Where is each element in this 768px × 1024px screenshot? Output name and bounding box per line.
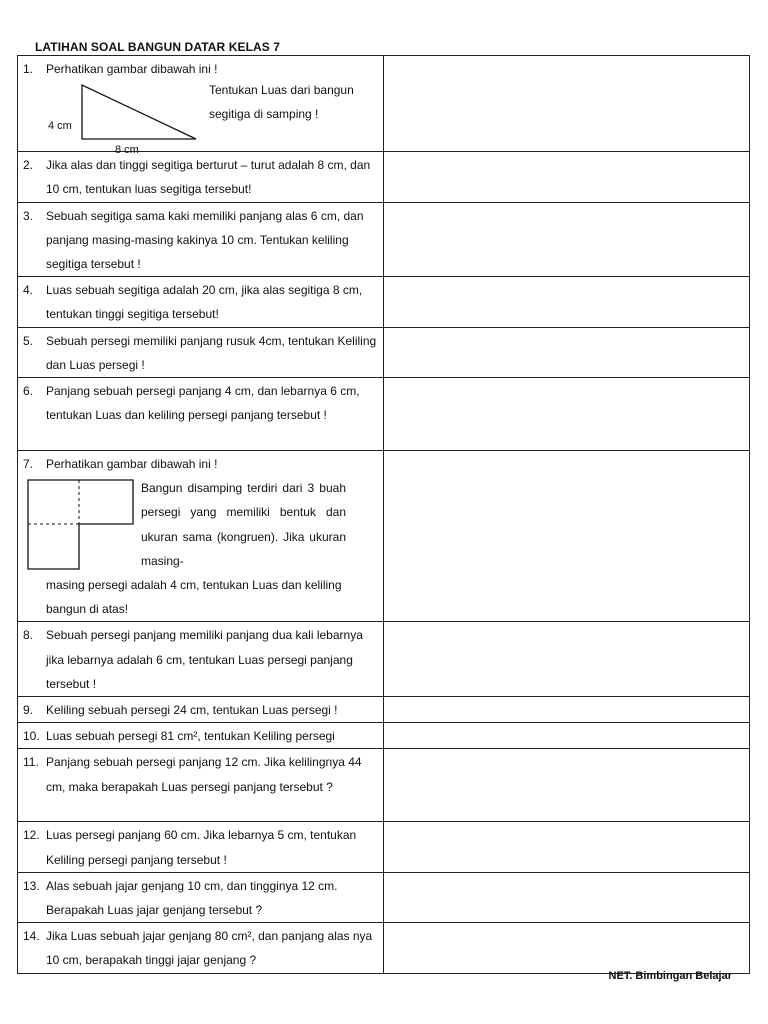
- question-cell: [18, 622, 384, 697]
- answer-cell[interactable]: [384, 378, 750, 451]
- question-number: 2.: [23, 158, 34, 173]
- question-text: Alas sebuah jajar genjang 10 cm, dan tingginya 12 cm. Berapakah Luas jajar genjang tersebut ?: [46, 878, 338, 918]
- question-continuation: masing persegi adalah 4 cm, tentukan Luas dan keliling bangun di atas!: [46, 578, 342, 617]
- answer-cell[interactable]: [384, 923, 750, 973]
- question-number: 13.: [23, 878, 40, 893]
- question-cell: [18, 451, 384, 622]
- table-row: [18, 378, 750, 451]
- question-cell: [18, 872, 384, 922]
- answer-cell[interactable]: [384, 451, 750, 622]
- table-row: [18, 723, 750, 749]
- answer-cell[interactable]: [384, 56, 750, 152]
- triangle-base-label: 8 cm: [115, 144, 139, 157]
- question-number: 4.: [23, 283, 34, 298]
- question-text: Jika alas dan tinggi segitiga berturut – turut adalah 8 cm, dan 10 cm, tentukan luas segitiga tersebut!: [46, 158, 371, 197]
- table-row: [18, 56, 750, 152]
- question-text: Panjang sebuah persegi panjang 12 cm. Jika kelilingnya 44 cm, maka berapakah Luas persegi panjang tersebut ?: [46, 755, 362, 794]
- question-text: Panjang sebuah persegi panjang 4 cm, dan lebarnya 6 cm, tentukan Luas dan keliling persegi panjang tersebut !: [46, 384, 360, 423]
- question-number: 1.: [23, 62, 34, 76]
- question-number: 3.: [23, 208, 34, 223]
- question-text: Sebuah segitiga sama kaki memiliki panjang alas 6 cm, dan panjang masing-masing kakinya 10 cm. Tentukan keliling segitiga tersebut !: [46, 208, 364, 272]
- question-cell: [18, 152, 384, 202]
- question-figure-note: Tentukan Luas dari bangun segitiga di samping !: [209, 83, 354, 122]
- question-text: Luas sebuah segitiga adalah 20 cm, jika alas segitiga 8 cm, tentukan tinggi segitiga tersebut!: [46, 283, 363, 322]
- table-row: [18, 622, 750, 697]
- question-number: 8.: [23, 628, 34, 643]
- footer-credit: NET. Bimbingan Belajar: [608, 970, 732, 982]
- answer-cell[interactable]: [384, 202, 750, 277]
- question-number: 10.: [23, 729, 40, 744]
- question-cell: [18, 202, 384, 277]
- table-row: [18, 749, 750, 822]
- table-row: [18, 872, 750, 922]
- question-text: Sebuah persegi memiliki panjang rusuk 4cm, tentukan Keliling dan Luas persegi !: [46, 333, 377, 372]
- question-text: Luas sebuah persegi 81 cm², tentukan Keliling persegi: [46, 729, 335, 744]
- question-number: 7.: [23, 457, 34, 472]
- table-row: [18, 327, 750, 377]
- answer-cell[interactable]: [384, 749, 750, 822]
- table-row: [18, 277, 750, 327]
- question-text: Keliling sebuah persegi 24 cm, tentukan Luas persegi !: [46, 703, 338, 718]
- question-cell: [18, 723, 384, 749]
- question-number: 9.: [23, 703, 34, 718]
- questions-table: [17, 55, 750, 974]
- question-text: Perhatikan gambar dibawah ini !: [46, 62, 218, 76]
- question-cell: [18, 56, 384, 157]
- answer-cell[interactable]: [384, 622, 750, 697]
- question-number: 12.: [23, 828, 40, 843]
- answer-cell[interactable]: [384, 152, 750, 202]
- question-text: Luas persegi panjang 60 cm. Jika lebarnya 5 cm, tentukan Keliling persegi panjang tersebut !: [46, 828, 357, 867]
- question-cell: [18, 327, 384, 377]
- question-cell: [18, 277, 384, 327]
- table-row: [18, 822, 750, 872]
- question-cell: [18, 378, 384, 451]
- question-text: Perhatikan gambar dibawah ini !: [46, 457, 218, 472]
- table-row: [18, 923, 750, 973]
- l-shape-figure: [23, 476, 377, 573]
- answer-cell[interactable]: [384, 822, 750, 872]
- answer-cell[interactable]: [384, 872, 750, 922]
- answer-cell[interactable]: [384, 697, 750, 723]
- answer-cell[interactable]: [384, 723, 750, 749]
- table-row: [18, 202, 750, 277]
- answer-cell[interactable]: [384, 277, 750, 327]
- table-row: [18, 697, 750, 723]
- question-number: 11.: [23, 755, 39, 770]
- worksheet-title: LATIHAN SOAL BANGUN DATAR KELAS 7: [35, 40, 281, 54]
- table-row: [18, 451, 750, 622]
- question-cell: [18, 697, 384, 723]
- question-number: 5.: [23, 333, 34, 348]
- answer-cell[interactable]: [384, 327, 750, 377]
- question-cell: [18, 822, 384, 872]
- question-text: Jika Luas sebuah jajar genjang 80 cm², dan panjang alas nya 10 cm, berapakah tinggi jajar genjang ?: [46, 929, 373, 968]
- question-number: 6.: [23, 384, 34, 399]
- three-squares-diagram: [23, 478, 141, 572]
- question-figure-note: Bangun disamping terdiri dari 3 buah persegi yang memiliki bentuk dan ukuran sama (kongruen). Jika ukuran masing-: [141, 481, 346, 568]
- question-text: Sebuah persegi panjang memiliki panjang dua kali lebarnya jika lebarnya adalah 6 cm, tentukan Luas persegi panjang tersebut !: [46, 628, 363, 691]
- question-number: 14.: [23, 929, 40, 944]
- triangle-height-label: 4 cm: [48, 120, 72, 133]
- question-cell: [18, 923, 384, 973]
- table-row: [18, 152, 750, 202]
- question-cell: [18, 749, 384, 822]
